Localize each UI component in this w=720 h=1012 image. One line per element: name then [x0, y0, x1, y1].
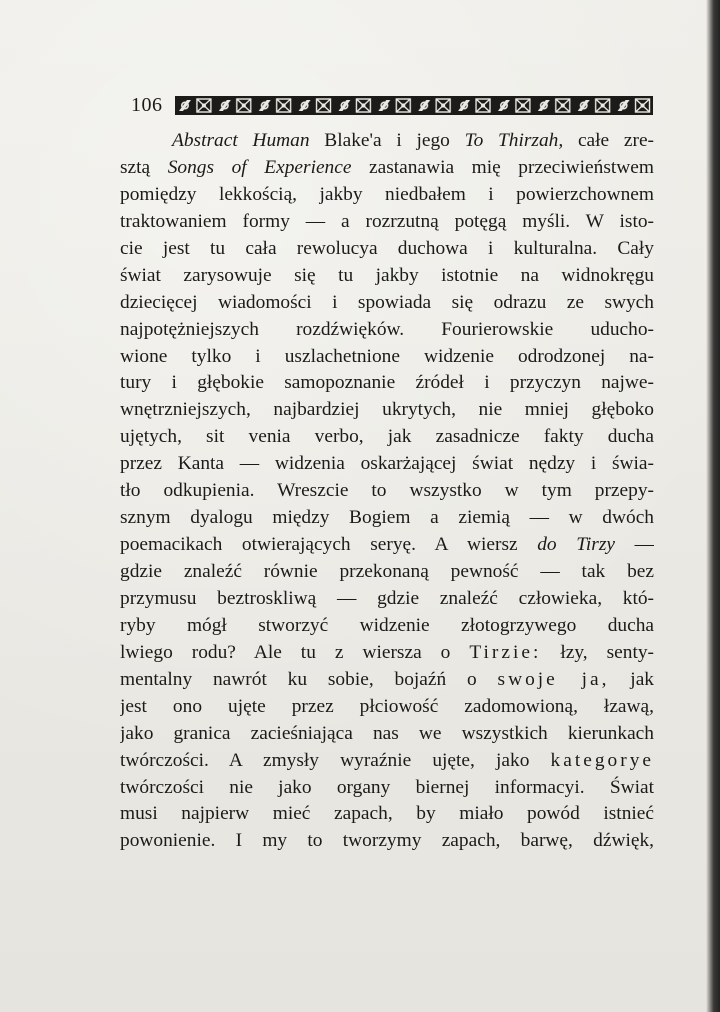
- text-line: [120, 236, 654, 263]
- text-run: jest ono ujęte przez płciowość zadomowioną, łzawą,: [120, 695, 654, 717]
- text-line: [120, 667, 654, 694]
- text-run: sztą: [120, 156, 168, 178]
- spaced-emphasis: swoje ja,: [497, 668, 610, 690]
- text-run: dziecięcej wiadomości i spowiada się odrazu ze swych: [120, 291, 654, 313]
- text-run: całe zre-: [563, 130, 654, 151]
- text-run: poemacikach otwierających seryę. A wiersz: [120, 534, 538, 556]
- text-run: twórczości nie jako organy biernej informacyi. Świat: [120, 776, 654, 798]
- text-line: [120, 775, 654, 802]
- text-run: jako granica zacieśniająca nas we wszystkich kierunkach: [120, 722, 654, 744]
- text-run: traktowaniem formy — a rozrzutną potęgą myśli. W isto-: [120, 210, 654, 232]
- text-run: lwiego rodu? Ale tu z wiersza o: [120, 641, 470, 663]
- italic-phrase: To Thirzah,: [464, 130, 564, 151]
- text-run: najpotężniejszych rozdźwięków. Fourierowskie uducho-: [120, 318, 654, 340]
- text-run: wnętrzniejszych, najbardziej ukrytych, nie mniej głęboko: [120, 399, 654, 421]
- text-line: [120, 748, 654, 775]
- text-line: [120, 694, 654, 721]
- text-line: [120, 451, 654, 478]
- text-line: [120, 613, 654, 640]
- ornamental-border: [175, 96, 654, 115]
- text-run: ujętych, sit venia verbo, jak zasadnicze fakty ducha: [120, 426, 654, 448]
- text-line: [120, 370, 654, 397]
- text-run: wione tylko i uszlachetnione widzenie odrodzonej na-: [120, 345, 654, 367]
- text-run: łzy, senty-: [541, 641, 654, 663]
- text-run: musi najpierw mieć zapach, by miało powód istnieć: [120, 803, 654, 825]
- text-line: [120, 290, 654, 317]
- text-run: —: [615, 534, 654, 556]
- page-number: 106: [131, 94, 163, 116]
- text-run: twórczości. A zmysły wyraźnie ujęte, jako: [120, 749, 551, 771]
- text-line: [120, 478, 654, 505]
- text-line: [120, 128, 654, 155]
- text-line: [120, 155, 654, 182]
- text-line: [120, 424, 654, 451]
- text-line: [120, 344, 654, 371]
- text-run: świat zarysowuje się tu jakby istotnie na widnokręgu: [120, 264, 654, 286]
- page-header: [131, 92, 653, 118]
- text-run: mentalny nawrót ku sobie, bojaźń o: [120, 668, 498, 690]
- text-line: [120, 182, 654, 209]
- text-line: [120, 640, 654, 667]
- text-line: [120, 505, 654, 532]
- text-line: [120, 209, 654, 236]
- text-run: tło odkupienia. Wreszcie to wszystko w tym przepy-: [120, 480, 654, 502]
- spaced-emphasis: kategorye: [550, 749, 654, 771]
- italic-phrase: do Tirzy: [537, 534, 616, 556]
- spaced-emphasis: Tirzie:: [469, 641, 542, 663]
- text-line: [120, 317, 654, 344]
- text-run: Blake'a i jego: [309, 130, 465, 151]
- text-line: [120, 397, 654, 424]
- text-run: tury i głębokie samopoznanie źródeł i przyczyn najwe-: [120, 372, 654, 394]
- text-line: [120, 263, 654, 290]
- text-line: [120, 721, 654, 748]
- text-run: jak: [609, 668, 654, 690]
- text-line: [120, 586, 654, 613]
- page-edge-shadow: [706, 0, 720, 1012]
- text-line: [120, 801, 654, 828]
- italic-phrase: Abstract Human: [172, 130, 310, 151]
- ornament-pattern: [175, 96, 654, 115]
- text-run: przez Kanta — widzenia oskarżającej świat nędzy i świa-: [120, 453, 654, 475]
- text-run: przymusu beztroskliwą — gdzie znaleźć człowieka, któ-: [120, 587, 654, 609]
- text-line: [120, 532, 654, 559]
- text-run: ryby mógł stworzyć widzenie złotogrzywego ducha: [120, 614, 654, 636]
- text-run: powonienie. I my to tworzymy zapach, barwę, dźwięk,: [120, 830, 654, 852]
- text-run: sznym dyalogu między Bogiem a ziemią — w dwóch: [120, 507, 654, 529]
- text-line: [120, 828, 654, 855]
- body-text: [120, 128, 654, 855]
- text-run: zastanawia mię przeciwieństwem: [351, 156, 654, 178]
- text-run: pomiędzy lekkością, jakby niedbałem i powierzchownem: [120, 183, 654, 205]
- text-run: gdzie znaleźć równie przekonaną pewność — tak bez: [120, 561, 654, 582]
- italic-phrase: Songs of Experience: [167, 156, 352, 178]
- text-run: cie jest tu cała rewolucya duchowa i kulturalna. Cały: [120, 237, 654, 259]
- text-line: [120, 559, 654, 586]
